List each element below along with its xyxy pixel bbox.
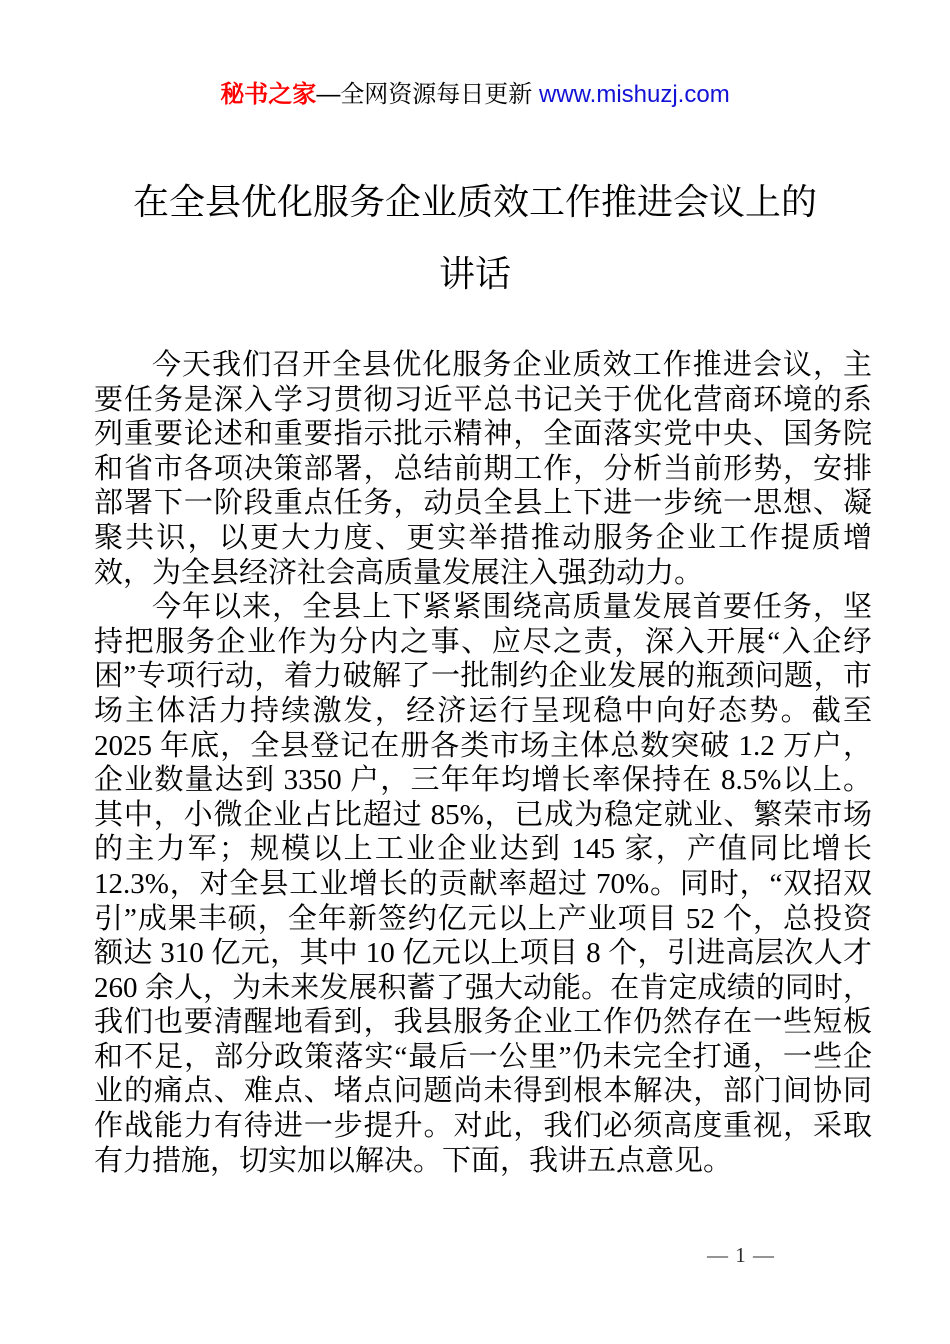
document-body — [94, 348, 872, 1178]
page-header — [0, 80, 950, 110]
page-number — [666, 1242, 816, 1268]
site-url-link[interactable]: www.mishuzj.com — [538, 81, 730, 108]
brand-name: 秘书之家 — [220, 81, 317, 108]
header-tagline: —全网资源每日更新 — [316, 81, 539, 108]
paragraph-2: 今年以来，全县上下紧紧围绕高质量发展首要任务，坚持把服务企业作为分内之事、应尽之责，深入开展“入企纾困”专项行动，着力破解了一批制约企业发展的瓶颈问题，市场主体活力持续激发，经济运行呈现稳中向好态势。截至 2025 年底，全县登记在册各类市场主体总数突破 1.2 万户，企业数量达到 3350 户，三年年均增长率保持在 8.5%以上。其中，小微企业占比超过 85%，已成为稳定就业、繁荣市场的主力军；规模以上工业企业达到 145 家，产值同比增长 12.3%，对全县工业增长的贡献率超过 70%。同时，“双招双引”成果丰硕，全年新签约亿元以上产业项目 52 个，总投资额达 310 亿元，其中 10 亿元以上项目 8 个，引进高层次人才 260 余人，为未来发展积蓄了强大动能。在肯定成绩的同时，我们也要清醒地看到，我县服务企业工作仍然存在一些短板和不足，部分政策落实“最后一公里”仍未完全打通，一些企业的痛点、难点、堵点问题尚未得到根本解决，部门间协同作战能力有待进一步提升。对此，我们必须高度重视，采取有力措施，切实加以解决。下面，我讲五点意见。 — [94, 591, 872, 1177]
page-number-text: — 1 — — [707, 1243, 775, 1267]
paragraph-1: 今天我们召开全县优化服务企业质效工作推进会议，主要任务是深入学习贯彻习近平总书记关于优化营商环境的系列重要论述和重要指示批示精神，全面落实党中央、国务院和省市各项决策部署，总结前期工作，分析当前形势，安排部署下一阶段重点任务，动员全县上下进一步统一思想、凝聚共识，以更大力度、更实举措推动服务企业工作提质增效，为全县经济社会高质量发展注入强劲动力。 — [94, 349, 872, 589]
document-title: 在全县优化服务企业质效工作推进会议上的讲话 — [132, 181, 817, 294]
